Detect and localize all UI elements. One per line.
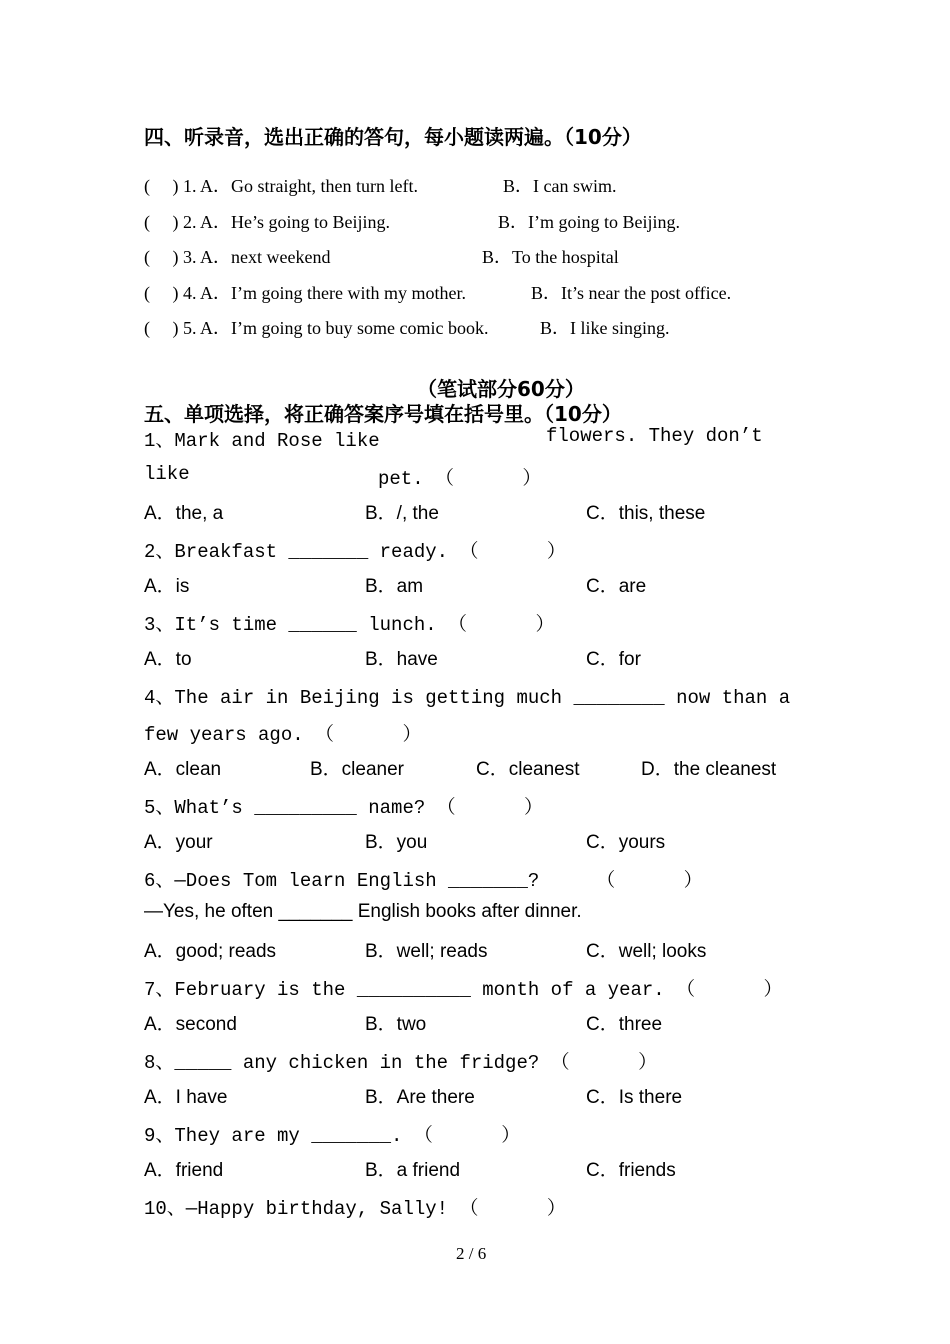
question-1-option-c: C．this, these: [586, 503, 706, 524]
listen-item-1-a: ( ) 1. A．Go straight, then turn left.: [144, 176, 418, 196]
listen-item-3-b: B．To the hospital: [482, 247, 619, 267]
question-3-option-b: B．have: [365, 649, 438, 670]
listen-item-4-b: B．It’s near the post office.: [531, 283, 732, 303]
question-6-option-c: C．well; looks: [586, 941, 707, 962]
question-1-line1a: 1、Mark and Rose like: [144, 430, 380, 452]
question-4-line2: few years ago. （ ）: [144, 724, 422, 746]
question-6-option-b: B．well; reads: [365, 941, 488, 962]
question-5-text: 5、What’s _________ name? （ ）: [144, 797, 544, 819]
question-8-option-c: C．Is there: [586, 1087, 683, 1108]
question-4-option-a: A．clean: [144, 759, 222, 780]
section-5-title: 五、单项选择，将正确答案序号填在括号里。（10分）: [144, 402, 622, 426]
question-9-option-a: A．friend: [144, 1160, 224, 1181]
written-part-label: （笔试部分60分）: [417, 377, 585, 401]
question-6-line2: —Yes, he often _______ English books after dinner.: [144, 901, 582, 922]
question-7-text: 7、February is the __________ month of a year. （ ）: [144, 979, 783, 1001]
question-10-text: 10、—Happy birthday, Sally! （ ）: [144, 1198, 566, 1220]
question-9-text: 9、They are my _______. （ ）: [144, 1125, 521, 1147]
question-7-option-c: C．three: [586, 1014, 663, 1035]
listen-item-2-b: B．I’m going to Beijing.: [498, 212, 680, 232]
question-2-text: 2、Breakfast _______ ready. （ ）: [144, 541, 566, 563]
question-3-option-c: C．for: [586, 649, 641, 670]
question-3-text: 3、It’s time ______ lunch. （ ）: [144, 614, 555, 636]
question-4-option-c: C．cleanest: [476, 759, 580, 780]
question-8-option-b: B．Are there: [365, 1087, 475, 1108]
question-8-text: 8、_____ any chicken in the fridge? （ ）: [144, 1052, 658, 1074]
question-8-option-a: A．I have: [144, 1087, 228, 1108]
question-2-option-a: A．is: [144, 576, 190, 597]
question-6-text: 6、—Does Tom learn English _______? （ ）: [144, 870, 703, 892]
question-4-option-b: B．cleaner: [310, 759, 404, 780]
question-1-line2a: like: [144, 463, 190, 485]
question-5-option-a: A．your: [144, 832, 213, 853]
question-9-option-b: B．a friend: [365, 1160, 461, 1181]
question-7-option-a: A．second: [144, 1014, 237, 1035]
question-1-line2b: pet. （ ）: [378, 468, 542, 490]
question-7-option-b: B．two: [365, 1014, 427, 1035]
listen-item-2-a: ( ) 2. A．He’s going to Beijing.: [144, 212, 390, 232]
listen-item-5-a: ( ) 5. A．I’m going to buy some comic book.: [144, 318, 489, 338]
question-4-option-d: D．the cleanest: [641, 759, 777, 780]
listen-item-1-b: B．I can swim.: [503, 176, 617, 196]
listen-item-5-b: B．I like singing.: [540, 318, 670, 338]
listen-item-4-a: ( ) 4. A．I’m going there with my mother.: [144, 283, 466, 303]
section-4-title: 四、听录音，选出正确的答句，每小题读两遍。（10分）: [144, 125, 642, 149]
question-5-option-c: C．yours: [586, 832, 666, 853]
question-2-option-b: B．am: [365, 576, 424, 597]
question-3-option-a: A．to: [144, 649, 192, 670]
listen-item-3-a: ( ) 3. A．next weekend: [144, 247, 331, 267]
question-6-option-a: A．good; reads: [144, 941, 277, 962]
question-1-line1b: flowers. They don’t: [546, 425, 763, 447]
question-1-option-a: A．the, a: [144, 503, 224, 524]
question-9-option-c: C．friends: [586, 1160, 676, 1181]
question-1-option-b: B．/, the: [365, 503, 439, 524]
question-4-line1: 4、The air in Beijing is getting much ________ now than a: [144, 687, 791, 709]
question-5-option-b: B．you: [365, 832, 428, 853]
page-number: 2 / 6: [456, 1244, 487, 1263]
question-2-option-c: C．are: [586, 576, 647, 597]
